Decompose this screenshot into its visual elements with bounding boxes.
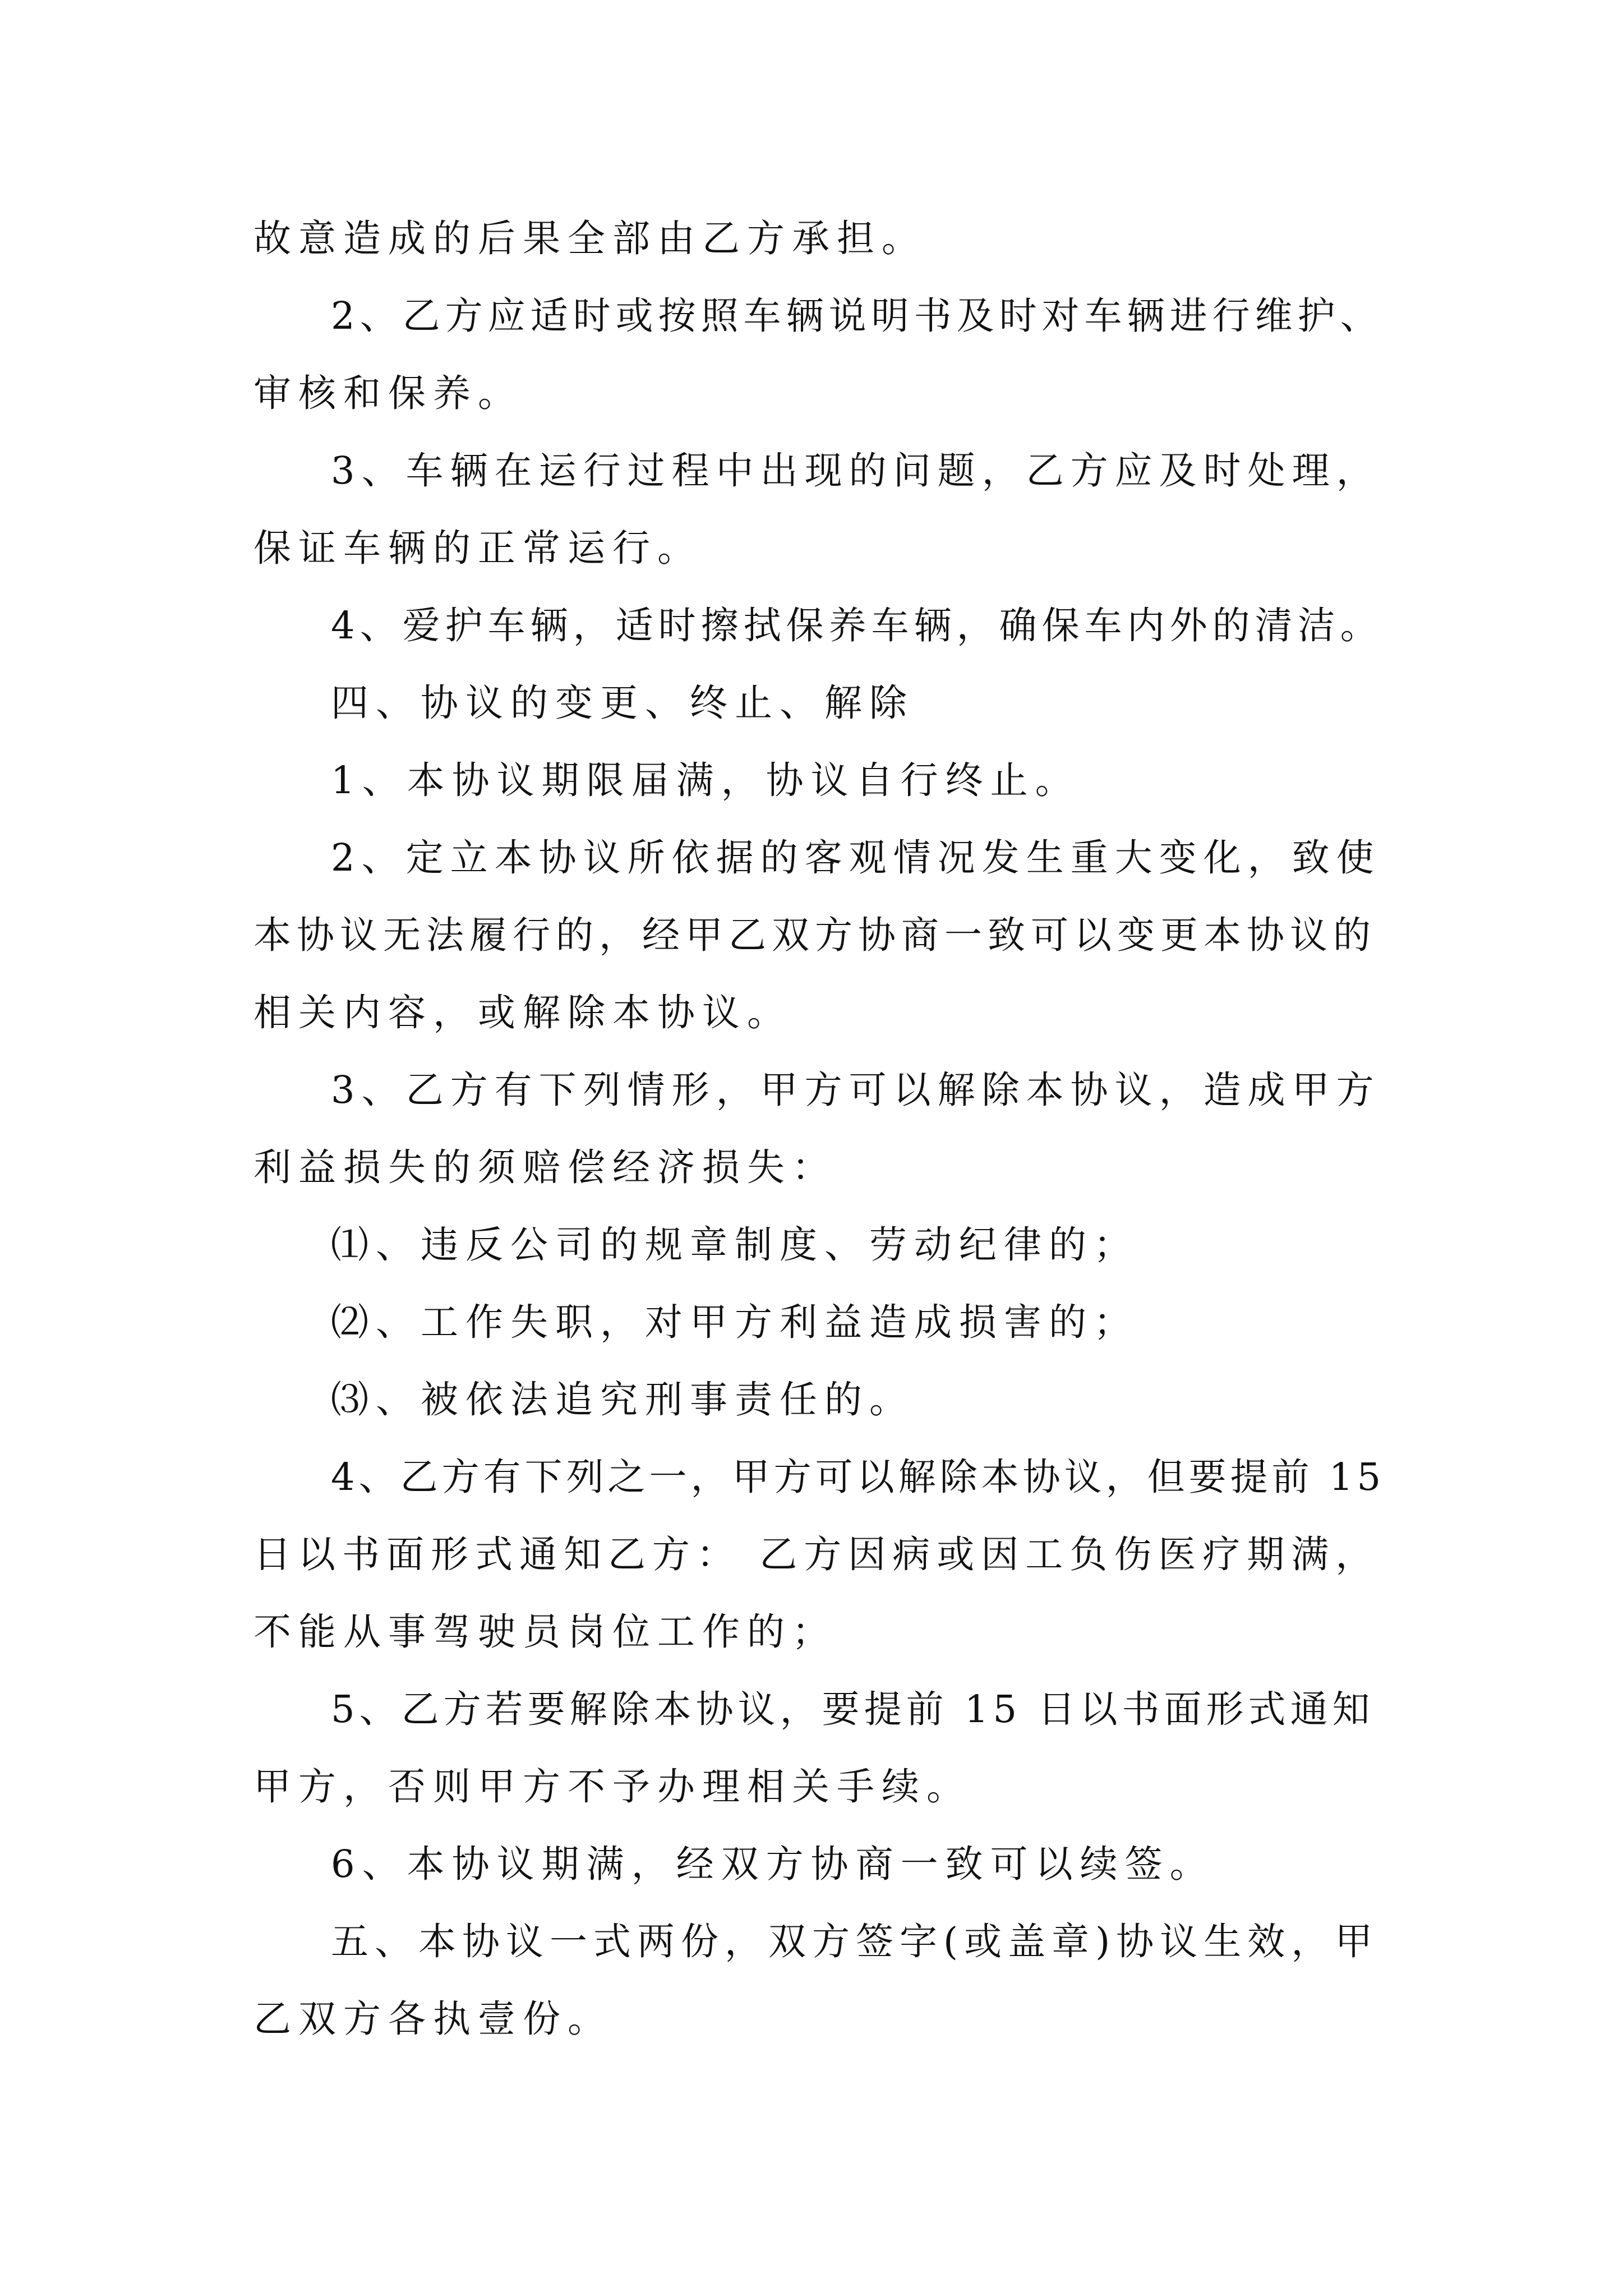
text-line: 4、乙方有下列之一，甲方可以解除本协议，但要提前 15	[331, 1455, 1385, 1499]
text-line: 利益损失的须赔偿经济损失：	[253, 1145, 837, 1189]
text-line: 4、爱护车辆，适时擦拭保养车辆，确保车内外的清洁。	[331, 604, 1383, 647]
text-line: 日以书面形式通知乙方： 乙方因病或因工负伤医疗期满，	[253, 1533, 1380, 1576]
text-line: 6、本协议期满，经双方协商一致可以续签。	[331, 1842, 1215, 1886]
text-line: 故意造成的后果全部由乙方承担。	[253, 217, 926, 260]
text-line: 不能从事驾驶员岗位工作的；	[253, 1610, 837, 1654]
text-line: 1、本协议期限届满，协议自行终止。	[331, 758, 1080, 802]
text-line: 乙双方各执壹份。	[253, 1997, 612, 2041]
text-line: 甲方，否则甲方不予办理相关手续。	[253, 1765, 971, 1809]
text-line: 相关内容，或解除本协议。	[253, 991, 792, 1034]
text-line: 3、车辆在运行过程中出现的问题，乙方应及时处理，	[331, 449, 1381, 493]
text-line: 本协议无法履行的，经甲乙双方协商一致可以变更本协议的	[253, 913, 1376, 957]
text-line: 5、乙方若要解除本协议，要提前 15 日以书面形式通知	[331, 1687, 1375, 1731]
text-line: 2、定立本协议所依据的客观情况发生重大变化，致使	[331, 836, 1381, 880]
text-line: ⑵、工作失职，对甲方利益造成损害的；	[331, 1300, 1138, 1344]
section-heading: 五、本协议一式两份，双方签字(或盖章)协议生效，甲	[331, 1920, 1379, 1963]
text-line: ⑴、违反公司的规章制度、劳动纪律的；	[331, 1223, 1138, 1267]
text-line: 审核和保养。	[253, 371, 523, 415]
section-heading: 四、协议的变更、终止、解除	[331, 681, 914, 725]
text-line: 保证车辆的正常运行。	[253, 526, 702, 570]
text-line: ⑶、被依法追究刑事责任的。	[331, 1378, 914, 1421]
text-line: 2、乙方应适时或按照车辆说明书及时对车辆进行维护、	[331, 294, 1383, 338]
text-line: 3、乙方有下列情形，甲方可以解除本协议，造成甲方	[331, 1068, 1381, 1112]
